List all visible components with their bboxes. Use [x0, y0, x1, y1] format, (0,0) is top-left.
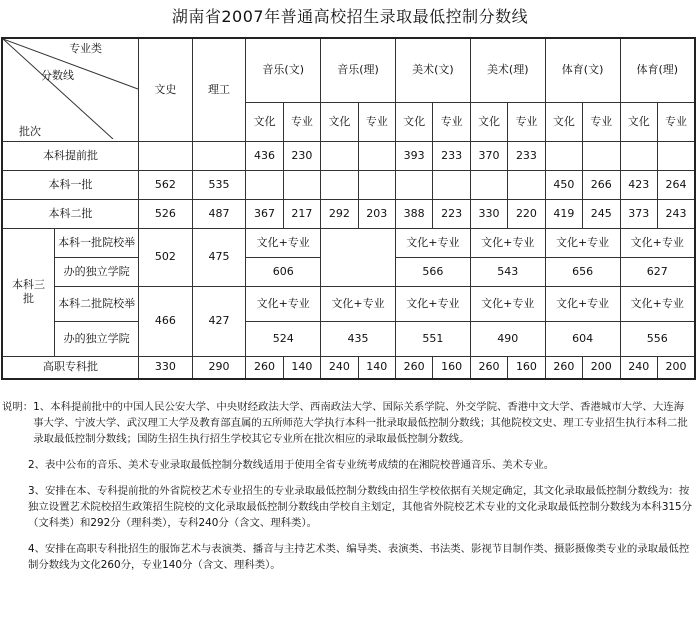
cell-value: 240	[321, 356, 358, 379]
sub-header-culture: 文化	[620, 102, 657, 141]
sub-header-culture: 文化	[545, 102, 582, 141]
col-header-sport-li: 体育(理)	[620, 38, 695, 102]
table-row	[2, 141, 695, 170]
cell-value: 240	[620, 356, 657, 379]
cell-value: 260	[545, 356, 582, 379]
header-major-label: 专业类	[69, 42, 103, 55]
cell-value: 388	[395, 199, 432, 228]
note-text-3: 3、安排在本、专科提前批的外省院校艺术专业招生的专业录取最低控制分数线由招生学校依据有关规定确定，其文化录取最低控制分数线为：按独立设置艺术院校招生政策招生院校的文化录取最低控制分数线由学校自主划定，其他省外院校艺术专业的文化录取最低控制分数线为本科315分（文科类）和292分（理科类），专科240分（含文、理科类）。	[28, 485, 693, 529]
table-row	[2, 286, 695, 321]
corner-header-cell	[2, 38, 139, 141]
cell-value: 393	[395, 141, 432, 170]
cell-value: 435	[321, 321, 396, 356]
cell-value: 524	[246, 321, 321, 356]
cell-value: 604	[545, 321, 620, 356]
cell-value: 419	[545, 199, 582, 228]
sub-header-major: 专业	[583, 102, 620, 141]
cell-value: 140	[283, 356, 320, 379]
cell-value: 140	[358, 356, 395, 379]
col-header-art-li: 美术(理)	[470, 38, 545, 102]
combo-label: 文化+专业	[246, 228, 321, 257]
row-label-early: 本科提前批	[2, 141, 139, 170]
cell-value: 290	[192, 356, 246, 379]
note-item	[2, 483, 694, 531]
header-score-label: 分数线	[41, 69, 74, 82]
cell-value: 260	[395, 356, 432, 379]
col-header-sport-wen: 体育(文)	[545, 38, 620, 102]
cell-value: 436	[246, 141, 283, 170]
sub-header-major: 专业	[657, 102, 695, 141]
sub-header-culture: 文化	[321, 102, 358, 141]
col-header-art-wen: 美术(文)	[395, 38, 470, 102]
row-label-third: 本科三批	[2, 228, 55, 356]
row-label-second: 本科二批	[2, 199, 139, 228]
cell-value: 223	[433, 199, 470, 228]
cell-value: 245	[583, 199, 620, 228]
cell-value: 160	[508, 356, 545, 379]
row-label-first: 本科一批	[2, 170, 139, 199]
cell-value: 423	[620, 170, 657, 199]
note-item	[2, 457, 694, 473]
note-item	[2, 399, 694, 447]
cell-value: 200	[583, 356, 620, 379]
cell-value: 627	[620, 257, 695, 286]
sub-row-label-b-line1: 本科二批院校举	[55, 286, 139, 321]
cell-value: 233	[433, 141, 470, 170]
sub-header-culture: 文化	[395, 102, 432, 141]
note-text-2: 2、表中公布的音乐、美术专业录取最低控制分数线适用于使用全省专业统考成绩的在湘院校普通音乐、美术专业。	[28, 459, 555, 471]
cell-value: 230	[283, 141, 320, 170]
cell-value: 562	[139, 170, 193, 199]
cell-value: 551	[395, 321, 470, 356]
cell-value: 566	[395, 257, 470, 286]
table-row	[2, 170, 695, 199]
cell-value: 656	[545, 257, 620, 286]
cell-value: 370	[470, 141, 507, 170]
cell-value: 200	[657, 356, 695, 379]
cell-value: 450	[545, 170, 582, 199]
combo-label: 文化+专业	[395, 228, 470, 257]
cell-value: 466	[139, 286, 193, 356]
sub-header-major: 专业	[283, 102, 320, 141]
col-header-ligong: 理工	[192, 38, 246, 141]
cell-value: 243	[657, 199, 695, 228]
combo-label: 文化+专业	[470, 228, 545, 257]
cell-value: 160	[433, 356, 470, 379]
col-header-wenshi: 文史	[139, 38, 193, 141]
cell-value: 266	[583, 170, 620, 199]
sub-header-culture: 文化	[470, 102, 507, 141]
combo-label: 文化+专业	[321, 286, 396, 321]
cell-value: 264	[657, 170, 695, 199]
combo-label: 文化+专业	[246, 286, 321, 321]
table-row	[2, 356, 695, 379]
cell-value: 217	[283, 199, 320, 228]
cell-value: 330	[470, 199, 507, 228]
sub-header-culture: 文化	[246, 102, 283, 141]
cell-value: 292	[321, 199, 358, 228]
cell-value: 487	[192, 199, 246, 228]
cell-value: 220	[508, 199, 545, 228]
table-row	[2, 199, 695, 228]
cell-value: 260	[246, 356, 283, 379]
table-row	[2, 321, 695, 356]
sub-row-label-a-line1: 本科一批院校举	[55, 228, 139, 257]
sub-header-major: 专业	[433, 102, 470, 141]
note-text-4: 4、安排在高职专科批招生的服饰艺术与表演类、播音与主持艺术类、编导类、表演类、书法类、影视节目制作类、摄影摄像类专业的录取最低控制分数线为文化260分，专业140分（含文、理科类）。	[28, 543, 690, 571]
combo-label: 文化+专业	[470, 286, 545, 321]
cell-value: 475	[192, 228, 246, 286]
cell-value: 526	[139, 199, 193, 228]
table-row	[2, 228, 695, 257]
cell-value: 490	[470, 321, 545, 356]
header-batch-label: 批次	[19, 125, 41, 138]
cell-value: 543	[470, 257, 545, 286]
page-title: 湖南省2007年普通高校招生录取最低控制分数线	[171, 7, 529, 26]
sub-row-label-b-line2: 办的独立学院	[55, 321, 139, 356]
notes-lead: 说明：	[2, 401, 34, 413]
combo-label: 文化+专业	[545, 228, 620, 257]
cell-value: 606	[246, 257, 321, 286]
combo-label: 文化+专业	[620, 286, 695, 321]
row-label-vocational: 高职专科批	[2, 356, 139, 379]
col-header-music-wen: 音乐(文)	[246, 38, 321, 102]
score-table	[1, 37, 696, 380]
notes-section	[2, 399, 694, 583]
combo-label: 文化+专业	[545, 286, 620, 321]
cell-value: 373	[620, 199, 657, 228]
combo-label: 文化+专业	[620, 228, 695, 257]
cell-value: 233	[508, 141, 545, 170]
cell-value: 502	[139, 228, 193, 286]
col-header-music-li: 音乐(理)	[321, 38, 396, 102]
note-text-1: 1、本科提前批中的中国人民公安大学、中央财经政法大学、西南政法大学、国际关系学院、外交学院、香港中文大学、香港城市大学、大连海事大学、宁波大学、武汉理工大学及教育部直属的五所师范大学执行本科一批录取最低控制分数线；其他院校文史、理工专业招生执行本科二批录取最低控制分数线；国防生招生执行招生学校其它专业所在批次相应的录取最低控制分数线。	[33, 401, 688, 445]
cell-value: 556	[620, 321, 695, 356]
cell-value: 367	[246, 199, 283, 228]
sub-row-label-a-line2: 办的独立学院	[55, 257, 139, 286]
note-item	[2, 541, 694, 573]
sub-header-major: 专业	[358, 102, 395, 141]
sub-header-major: 专业	[508, 102, 545, 141]
cell-value: 203	[358, 199, 395, 228]
combo-label: 文化+专业	[395, 286, 470, 321]
cell-value: 535	[192, 170, 246, 199]
cell-value: 330	[139, 356, 193, 379]
cell-value: 260	[470, 356, 507, 379]
cell-value: 427	[192, 286, 246, 356]
